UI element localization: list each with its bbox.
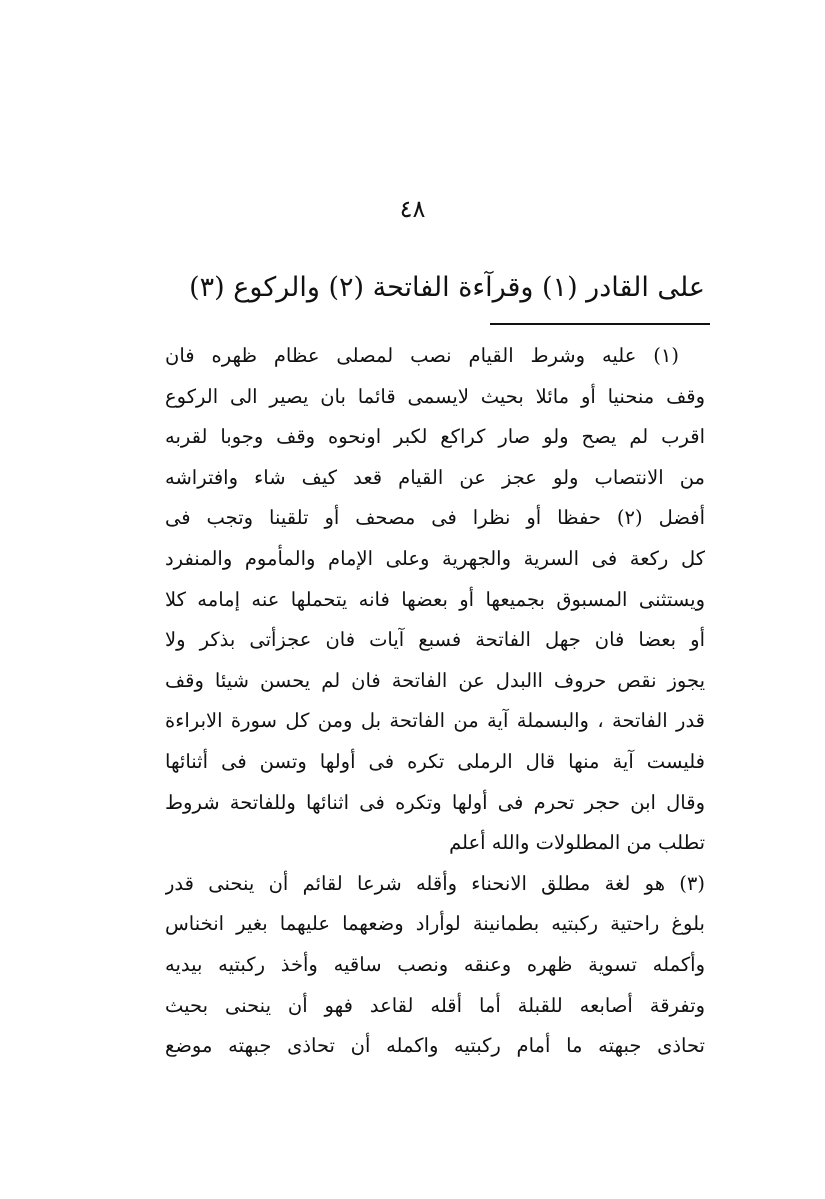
footnote-divider [490,323,710,325]
footnote-line: وأكمله تسوية ظهره وعنقه ونصب ساقيه وأخذ ركبتيه بيديه [165,952,705,976]
footnote-line: وقف منحنيا أو مائلا بحيث لايسمى قائما بان يصير الى الركوع [165,384,705,408]
footnote-line: وتفرقة أصابعه للقبلة أما أقله لقاعد فهو أن ينحنى بحيث [165,993,705,1017]
footnotes [165,336,705,1067]
footnote-line: تطلب من المطلولات والله أعلم [449,831,705,855]
footnote-line: تحاذى جبهته ما أمام ركبتيه واكمله أن تحاذى جبهته موضع [165,1034,705,1058]
footnote-line: (٣) هو لغة مطلق الانحناء وأقله شرعا لقائم أن ينحنى قدر [165,871,705,895]
footnote-line: اقرب لم يصح ولو صار كراكع لكبر اونحوه وقف وجوبا لقربه [165,425,705,449]
page-number: ٤٨ [399,195,426,223]
footnote-line: ويستثنى المسبوق بجميعها أو بعضها فانه يتحملها عنه إمامه كلا [165,587,705,611]
footnote-line: وقال ابن حجر تحرم فى أولها وتكره فى اثنائها وللفاتحة شروط [165,790,705,814]
footnote-line: أفضل (٢) حفظا أو نظرا فى مصحف أو تلقينا وتجب فى [165,506,705,530]
footnote-line: أو بعضا فان جهل الفاتحة فسبع آيات فان عجزأتى بذكر ولا [165,628,705,652]
footnote-line: كل ركعة فى السرية والجهرية وعلى الإمام والمأموم والمنفرد [165,546,705,570]
main-text-line: على القادر (١) وقرآءة الفاتحة (٢) والركوع (٣) [189,272,705,303]
footnote-line: فليست آية منها قال الرملى تكره فى أولها وتسن فى أثنائها [165,749,705,773]
footnote-line: قدر الفاتحة ، والبسملة آية من الفاتحة بل ومن كل سورة الابراءة [165,709,705,733]
footnote-line: يجوز نقص حروف االبدل عن الفاتحة فان لم يحسن شيئا وقف [165,668,705,692]
footnote-line: بلوغ راحتية ركبتيه بطمانينة لوأراد وضعهما عليهما بغير انخناس [165,912,705,936]
footnote-line: من الانتصاب ولو عجز عن القيام قعد كيف شاء وافتراشه [165,465,705,489]
footnote-line: (١) عليه وشرط القيام نصب لمصلى عظام ظهره فان [165,344,679,367]
